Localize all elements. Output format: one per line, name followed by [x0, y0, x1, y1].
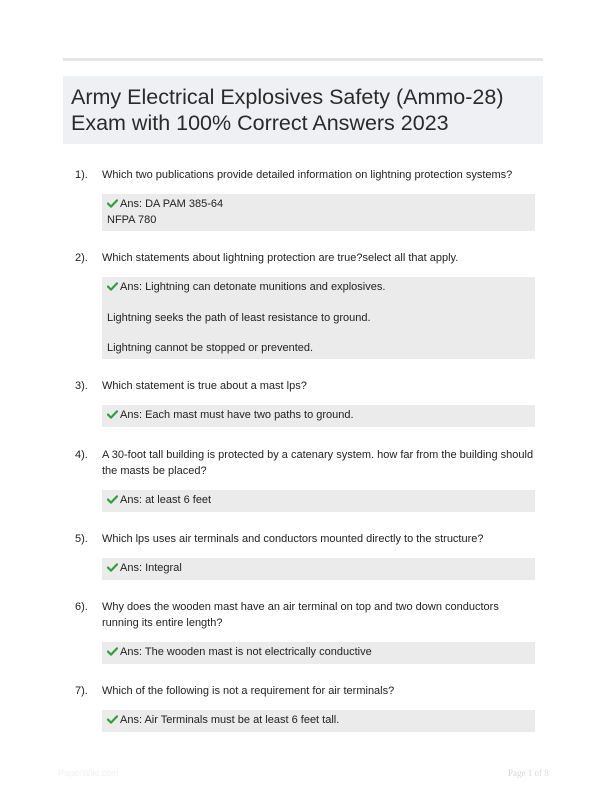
question-text: Which two publications provide detailed information on lightning protection systems?: [102, 169, 513, 181]
answer-text: Ans: Lightning can detonate munitions and explosives.: [120, 281, 386, 293]
check-icon: [107, 409, 120, 424]
answer-box: [102, 558, 535, 580]
answer-text: Ans: Integral: [120, 562, 182, 574]
check-icon: [107, 198, 120, 213]
footer-watermark: PaperWiki.com: [58, 768, 119, 778]
question-number: 7).: [75, 685, 88, 697]
question-text: Which of the following is not a requirement for air terminals?: [102, 685, 395, 697]
question-item: [75, 531, 535, 580]
answer-box: [102, 277, 535, 359]
title-banner: [63, 76, 543, 144]
question-number: 1).: [75, 169, 88, 181]
question-number: 5).: [75, 533, 88, 545]
answer-box: [102, 642, 535, 664]
check-icon: [107, 562, 120, 577]
question-item: [75, 378, 535, 427]
question-number: 6).: [75, 601, 88, 613]
answer-box: [102, 490, 535, 512]
question-item: [75, 683, 535, 732]
page-number: Page 1 of 8: [508, 768, 549, 778]
question-text: A 30-foot tall building is protected by a catenary system. how far from the building should the masts be placed?: [102, 449, 534, 477]
answer-text: Ans: The wooden mast is not electrically conductive: [120, 646, 372, 658]
answer-text: Lightning seeks the path of least resistance to ground.: [107, 312, 371, 324]
question-number: 2).: [75, 252, 88, 264]
check-icon: [107, 494, 120, 509]
question-text: Which lps uses air terminals and conductors mounted directly to the structure?: [102, 533, 484, 545]
check-icon: [107, 714, 120, 729]
question-text: Which statements about lightning protection are true?select all that apply.: [102, 252, 459, 264]
answer-box: [102, 405, 535, 427]
question-number: 4).: [75, 449, 88, 461]
answer-text: Ans: DA PAM 385-64: [120, 198, 224, 210]
answer-text: NFPA 780: [107, 214, 157, 226]
question-item: [75, 599, 535, 664]
question-text: Why does the wooden mast have an air terminal on top and two down conductors running its entire length?: [102, 601, 499, 629]
answer-text: Ans: Air Terminals must be at least 6 feet tall.: [120, 714, 340, 726]
check-icon: [107, 281, 120, 296]
top-divider: [63, 58, 543, 61]
answer-text: Ans: Each mast must have two paths to ground.: [120, 409, 354, 421]
check-icon: [107, 646, 120, 661]
question-text: Which statement is true about a mast lps?: [102, 380, 307, 392]
question-item: [75, 250, 535, 359]
question-item: [75, 167, 535, 231]
document-title: Army Electrical Explosives Safety (Ammo-28) Exam with 100% Correct Answers 2023: [71, 85, 504, 135]
answer-text: Ans: at least 6 feet: [120, 494, 212, 506]
answer-text: Lightning cannot be stopped or prevented.: [107, 342, 314, 354]
question-number: 3).: [75, 380, 88, 392]
answer-box: [102, 194, 535, 231]
answer-box: [102, 710, 535, 732]
question-item: [75, 447, 535, 512]
